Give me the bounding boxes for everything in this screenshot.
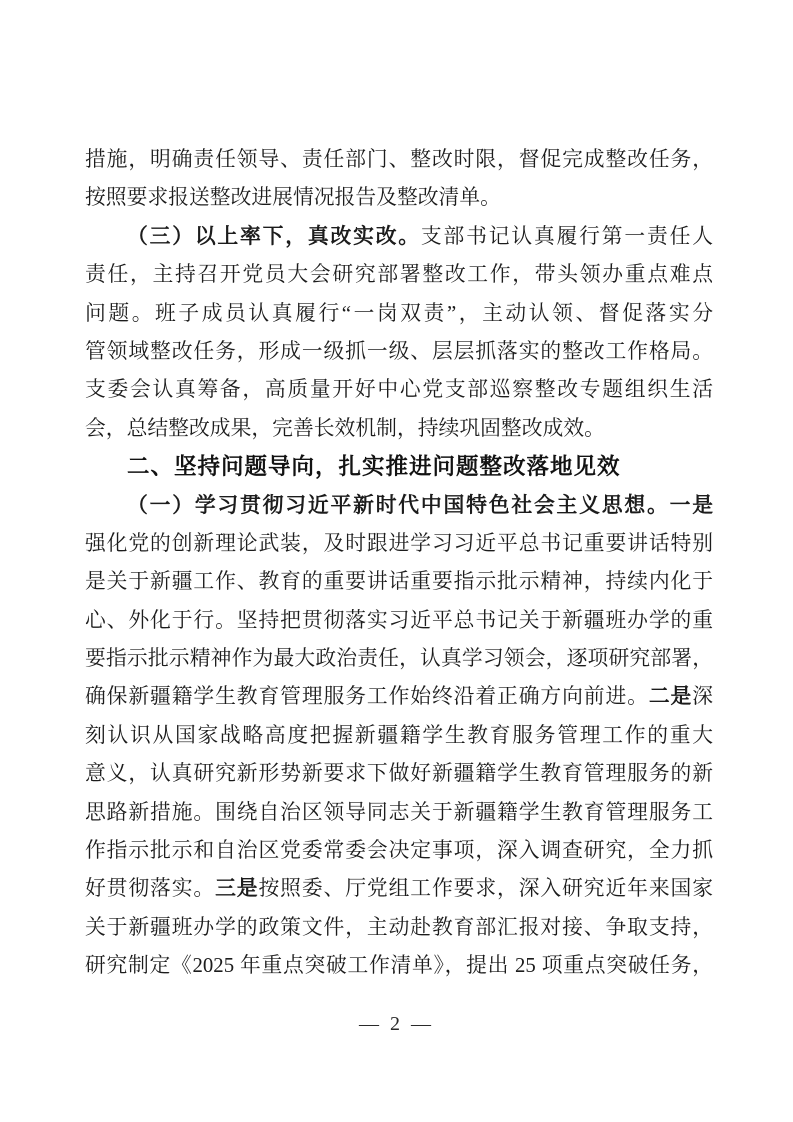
page-number: — 2 —: [359, 1013, 434, 1035]
body-line: [85, 333, 713, 371]
body-line: [85, 794, 713, 832]
body-line: [85, 487, 713, 525]
body-line: [85, 755, 713, 793]
body-text: 会，总结整改成果，完善长效机制，持续巩固整改成效。: [85, 416, 605, 440]
lead-in-text: （三）以上率下，真改实改。: [127, 224, 421, 248]
body-line: [85, 678, 713, 716]
body-line: [85, 563, 713, 601]
lead-in-text: （一）学习贯彻习近平新时代中国特色社会主义思想。: [127, 493, 670, 517]
body-line: [85, 371, 713, 409]
body-line: [85, 256, 713, 294]
lead-in-marker: 二是: [648, 685, 693, 709]
section-heading: [85, 448, 713, 486]
body-text: 作指示批示和自治区党委常委会决定事项，深入调查研究，全力抓: [85, 839, 713, 863]
lead-in-marker: 三是: [215, 877, 259, 901]
body-text: 要指示批示精神作为最大政治责任，认真学习领会，逐项研究部署，: [85, 647, 713, 671]
body-text: 措施，明确责任领导、责任部门、整改时限，督促完成整改任务，: [85, 148, 713, 171]
body-text: 心、外化于行。坚持把贯彻落实习近平总书记关于新疆班办学的重: [85, 608, 713, 632]
body-line: [85, 525, 713, 563]
body-line: [85, 947, 713, 985]
body-text: 意义，认真研究新形势新要求下做好新疆籍学生教育管理服务的新: [85, 762, 713, 786]
body-text: 关于新疆班办学的政策文件，主动赴教育部汇报对接、争取支持，: [85, 915, 713, 939]
body-text: 管领域整改任务，形成一级抓一级、层层抓落实的整改工作格局。: [85, 339, 713, 363]
body-line: [85, 602, 713, 640]
body-text: 好贯彻落实。: [85, 877, 216, 901]
body-text: 思路新措施。围绕自治区领导同志关于新疆籍学生教育管理服务工: [85, 800, 713, 824]
body-line: [85, 179, 713, 217]
body-line: [85, 410, 713, 448]
lead-in-marker: 一是: [669, 493, 713, 517]
body-text: 问题。班子成员认真履行“一岗双责”，主动认领、督促落实分: [85, 301, 713, 325]
body-text: 是关于新疆工作、教育的重要讲话重要指示批示精神，持续内化于: [85, 570, 713, 594]
body-text: 强化党的创新理论武装，及时跟进学习习近平总书记重要讲话特别: [85, 531, 713, 555]
body-line: [85, 218, 713, 256]
body-text: 支部书记认真履行第一责任人: [420, 224, 713, 248]
body-line: [85, 640, 713, 678]
body-text: 研究制定《2025 年重点突破工作清单》，提出 25 项重点突破任务，: [85, 954, 713, 978]
body-text: 责任，主持召开党员大会研究部署整改工作，带头领办重点难点: [85, 263, 713, 287]
section-heading-text: 二、坚持问题导向，扎实推进问题整改落地见效: [127, 454, 621, 480]
body-text: 支委会认真筹备，高质量开好中心党支部巡察整改专题组织生活: [85, 378, 713, 402]
body-line: [85, 909, 713, 947]
body-text: 确保新疆籍学生教育管理服务工作始终沿着正确方向前进。: [85, 685, 649, 709]
body-line: [85, 832, 713, 870]
body-line: [85, 870, 713, 908]
document-body: [85, 141, 713, 986]
body-line: [85, 717, 713, 755]
body-text: 按照委、厅党组工作要求，深入研究近年来国家: [258, 877, 713, 901]
body-text: 刻认识从国家战略高度把握新疆籍学生教育服务管理工作的重大: [85, 723, 713, 747]
body-text: 按照要求报送整改进展情况报告及整改清单。: [85, 186, 501, 210]
body-line: [85, 141, 713, 179]
body-text: 深: [692, 685, 713, 709]
body-line: [85, 295, 713, 333]
